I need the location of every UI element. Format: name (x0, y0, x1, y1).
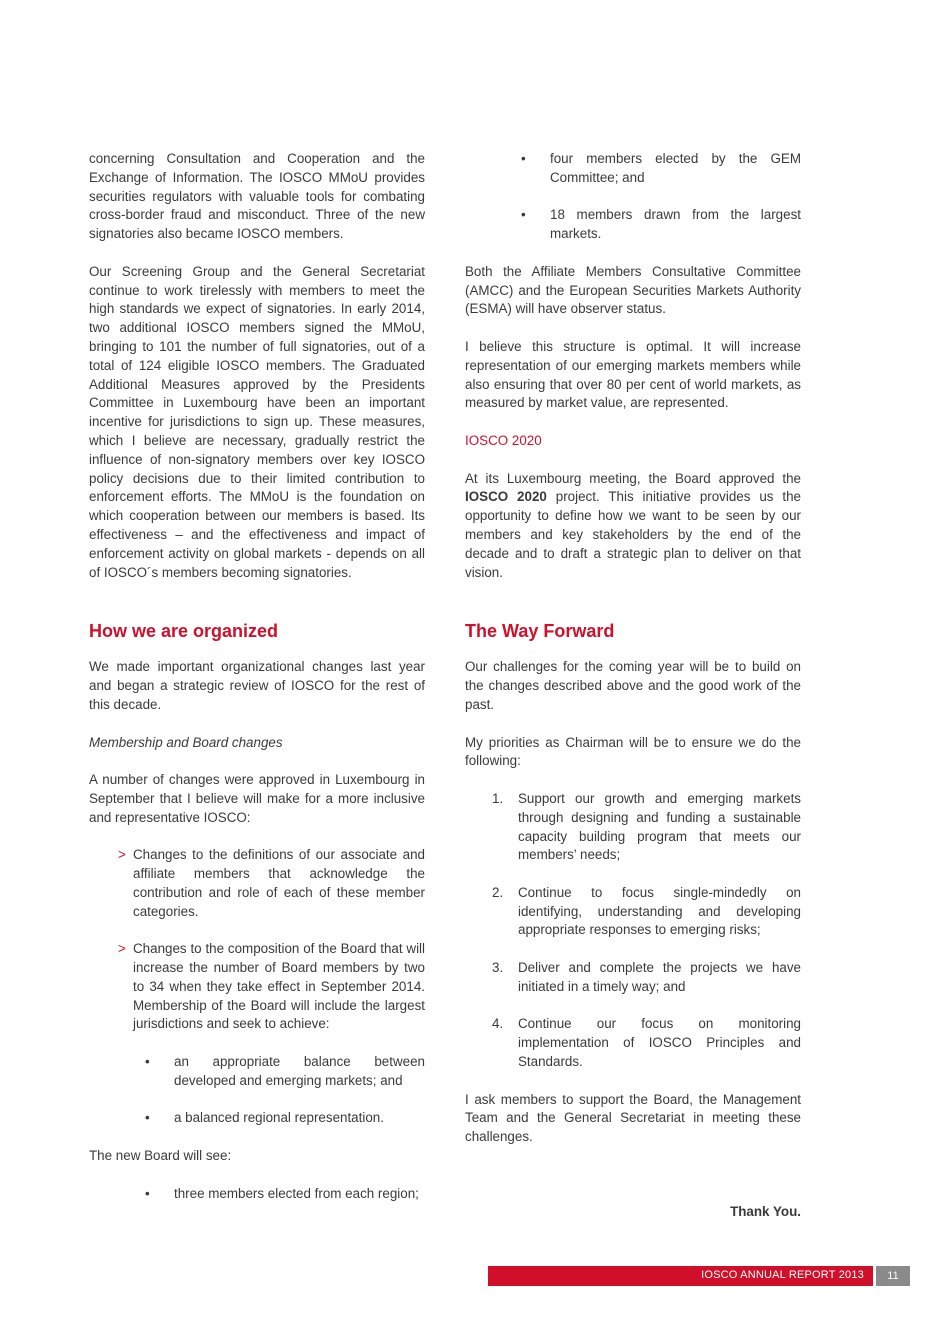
section-heading-way-forward: The Way Forward (465, 621, 615, 642)
bullet-icon: • (145, 1185, 150, 1201)
subheading-iosco-2020: IOSCO 2020 (465, 432, 542, 448)
bullet-item-text: 18 members drawn from the largest markets. (550, 207, 801, 242)
arrow-marker-icon: > (118, 941, 126, 957)
numbered-list-item (465, 1015, 801, 1071)
section-heading-organized: How we are organized (89, 621, 279, 642)
bullet-list-item (465, 150, 801, 188)
bold-project-name: IOSCO 2020 (465, 489, 547, 505)
arrow-list-item (89, 940, 425, 1034)
page-number: 11 (876, 1266, 910, 1286)
report-title: IOSCO ANNUAL REPORT 2013 (701, 1269, 864, 1281)
bullet-icon: • (521, 151, 526, 166)
numbered-item-text: Deliver and complete the projects we have initiated in a timely way; and (518, 960, 801, 994)
footer-bar (488, 1266, 873, 1286)
arrow-item-text: Changes to the definitions of our associate and affiliate members that acknowledge the contribution and role of each of these member categories. (133, 847, 425, 919)
list-number: 1. (492, 790, 504, 806)
text-run: At its Luxembourg meeting, the Board approved the (465, 470, 801, 486)
body-paragraph: I believe this structure is optimal. It will increase representation of our emerging markets members while also ensuring that over 80 per cent of world markets, as measured by market value, are represented. (465, 338, 801, 411)
subheading-membership: Membership and Board changes (89, 734, 283, 750)
arrow-item-text: Changes to the composition of the Board that will increase the number of Board members by two to 34 when they take effect in September 2014. Membership of the Board will include the largest jurisdictions and seek to achieve: (133, 941, 425, 1032)
bullet-item-text: an appropriate balance between developed and emerging markets; and (174, 1054, 425, 1088)
left-column (89, 150, 425, 1203)
bullet-icon: • (145, 1054, 150, 1070)
numbered-list-item (465, 959, 801, 997)
list-number: 3. (492, 960, 504, 976)
numbered-list-item (465, 790, 801, 865)
body-paragraph: A number of changes were approved in Luxembourg in September that I believe will make for a more inclusive and representative IOSCO: (89, 772, 425, 825)
numbered-item-text: Support our growth and emerging markets through designing and funding a sustainable capacity building program that meets our members’ needs; (518, 790, 801, 863)
bullet-icon: • (521, 207, 526, 223)
bullet-list-item (89, 1185, 425, 1204)
bullet-list-item (89, 1053, 425, 1091)
bullet-item-text: a balanced regional representation. (174, 1110, 384, 1126)
body-paragraph (465, 470, 801, 583)
numbered-item-text: Continue our focus on monitoring implementation of IOSCO Principles and Standards. (518, 1016, 801, 1070)
bullet-item-text: four members elected by the GEM Committee; and (550, 151, 801, 185)
bullet-list-item (465, 206, 801, 244)
list-number: 2. (492, 884, 504, 900)
arrow-marker-icon: > (118, 847, 126, 863)
body-paragraph: My priorities as Chairman will be to ensure we do the following: (465, 734, 801, 769)
body-paragraph: concerning Consultation and Cooperation and the Exchange of Information. The IOSCO MMoU provides securities regulators with valuable tools for combating cross-border fraud and misconduct. Three of the new signatories also became IOSCO members. (89, 151, 425, 242)
thank-you-signoff: Thank You. (730, 1204, 801, 1220)
text-run: project. This initiative provides us the opportunity to define how we want to be seen by our members and key stakeholders by the end of the decade and to draft a strategic plan to deliver on that vision. (465, 489, 801, 580)
body-paragraph: Both the Affiliate Members Consultative Committee (AMCC) and the European Securities Markets Authority (ESMA) will have observer status. (465, 263, 801, 317)
body-paragraph: We made important organizational changes last year and began a strategic review of IOSCO for the rest of this decade. (89, 659, 425, 712)
numbered-item-text: Continue to focus single-mindedly on identifying, understanding and developing appropriate responses to emerging risks; (518, 884, 801, 938)
list-number: 4. (492, 1016, 504, 1032)
arrow-list-item (89, 846, 425, 921)
bullet-item-text: three members elected from each region; (174, 1185, 419, 1201)
body-paragraph: The new Board will see: (89, 1148, 232, 1164)
body-paragraph: Our challenges for the coming year will be to build on the changes described above and the good work of the past. (465, 659, 801, 712)
body-paragraph: I ask members to support the Board, the Management Team and the General Secretariat in meeting these challenges. (465, 1091, 801, 1145)
bullet-list-item (89, 1109, 425, 1128)
right-column (465, 150, 801, 1222)
numbered-list-item (465, 884, 801, 940)
body-paragraph: Our Screening Group and the General Secretariat continue to work tirelessly with members to meet the high standards we expect of signatories. In early 2014, two additional IOSCO members signed the MMoU, bringing to 101 the number of full signatories, out of a total of 124 eligible IOSCO members. The Graduated Additional Measures approved by the Presidents Committee in Luxembourg have been an important incentive for jurisdictions to sign up. These measures, which I believe are necessary, gradually restrict the influence of non-signatory members over key IOSCO policy decisions due to their limited contribution to enforcement efforts. The MMoU is the foundation on which cooperation between our members is based. Its effectiveness – and the effectiveness and impact of enforcement activity on global markets - depends on all of IOSCO´s members becoming signatories. (89, 263, 425, 580)
bullet-icon: • (145, 1110, 150, 1126)
